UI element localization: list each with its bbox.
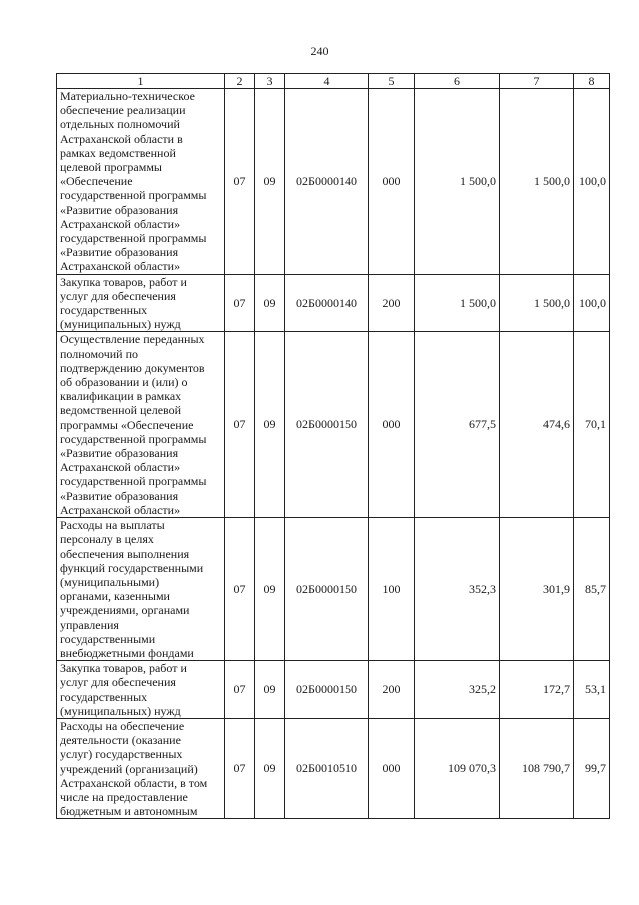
percent-cell: 99,7 [574, 718, 610, 818]
description-line: «Развитие образования [60, 488, 179, 503]
description-line: Закупка товаров, работ и [60, 661, 187, 676]
percent-cell: 85,7 [574, 518, 610, 661]
description-line: Астраханской области» [60, 216, 181, 231]
table-row [57, 89, 610, 275]
plan-amount-cell: 1 500,0 [415, 274, 500, 332]
expense-type-cell: 000 [369, 332, 415, 518]
description-line: государственной программы [60, 474, 207, 489]
description-cell [57, 518, 225, 661]
description-cell [57, 89, 225, 275]
section-code-cell: 07 [225, 518, 255, 661]
column-header: 6 [415, 74, 500, 89]
percent-cell: 100,0 [574, 274, 610, 332]
description-line: Расходы на выплаты [60, 518, 165, 533]
description-line: персоналу в целях [60, 532, 154, 547]
expense-type-cell: 200 [369, 274, 415, 332]
target-article-cell: 02Б0010510 [285, 718, 369, 818]
actual-amount-cell: 301,9 [500, 518, 574, 661]
description-line: обеспечения выполнения [60, 546, 190, 561]
subsection-code-cell: 09 [255, 89, 285, 275]
column-header: 1 [57, 74, 225, 89]
page-number: 240 [310, 44, 329, 58]
actual-amount-cell: 1 500,0 [500, 274, 574, 332]
description-line: Материально-техническое [60, 89, 195, 103]
description-line: Закупка товаров, работ и [60, 274, 187, 289]
description-line: государственными [60, 631, 156, 646]
plan-amount-cell: 109 070,3 [415, 718, 500, 818]
expense-type-cell: 200 [369, 661, 415, 719]
description-line: деятельности (оказание [60, 733, 181, 748]
description-line: «Обеспечение [60, 174, 133, 189]
section-code-cell: 07 [225, 332, 255, 518]
plan-amount-cell: 677,5 [415, 332, 500, 518]
description-cell [57, 332, 225, 518]
description-cell [57, 274, 225, 332]
budget-table [56, 73, 610, 819]
description-line: подтверждению документов [60, 360, 205, 375]
column-header: 4 [285, 74, 369, 89]
percent-cell: 70,1 [574, 332, 610, 518]
actual-amount-cell: 172,7 [500, 661, 574, 719]
description-line: Астраханской области, в том [60, 775, 208, 790]
column-header: 3 [255, 74, 285, 89]
description-line: ведомственной целевой [60, 403, 182, 418]
actual-amount-cell: 108 790,7 [500, 718, 574, 818]
description-line: Астраханской области» [60, 460, 181, 475]
description-line: квалификации в рамках [60, 389, 182, 404]
description-line: государственной программы [60, 431, 207, 446]
description-line: Астраханской области в [60, 131, 183, 146]
description-line: обеспечение реализации [60, 103, 186, 118]
description-line: функций государственными [60, 560, 204, 575]
percent-cell: 53,1 [574, 661, 610, 719]
description-line: государственной программы [60, 188, 207, 203]
actual-amount-cell: 1 500,0 [500, 89, 574, 275]
description-line: «Развитие образования [60, 245, 179, 260]
description-line: (муниципальных) нужд [60, 703, 181, 718]
header-row [57, 74, 610, 89]
description-line: целевой программы [60, 160, 162, 175]
description-line: Астраханской области» [60, 502, 181, 517]
description-line: государственной программы [60, 231, 207, 246]
column-header: 5 [369, 74, 415, 89]
description-line: (муниципальными) [60, 574, 160, 589]
table-row [57, 274, 610, 332]
description-line: управления [60, 617, 119, 632]
column-header: 2 [225, 74, 255, 89]
expense-type-cell: 000 [369, 89, 415, 275]
subsection-code-cell: 09 [255, 661, 285, 719]
description-line: государственных [60, 303, 148, 318]
subsection-code-cell: 09 [255, 274, 285, 332]
section-code-cell: 07 [225, 661, 255, 719]
column-header: 8 [574, 74, 610, 89]
description-line: полномочий по [60, 346, 139, 361]
plan-amount-cell: 1 500,0 [415, 89, 500, 275]
description-line: внебюджетными фондами [60, 645, 194, 660]
description-line: числе на предоставление [60, 789, 188, 804]
description-line: программы «Обеспечение [60, 417, 194, 432]
description-line: государственных [60, 689, 148, 704]
plan-amount-cell: 352,3 [415, 518, 500, 661]
target-article-cell: 02Б0000150 [285, 661, 369, 719]
expense-type-cell: 000 [369, 718, 415, 818]
description-line: об образовании и (или) о [60, 375, 188, 390]
percent-cell: 100,0 [574, 89, 610, 275]
description-line: учреждений (организаций) [60, 761, 198, 776]
plan-amount-cell: 325,2 [415, 661, 500, 719]
target-article-cell: 02Б0000150 [285, 518, 369, 661]
section-code-cell: 07 [225, 89, 255, 275]
table-row [57, 332, 610, 518]
actual-amount-cell: 474,6 [500, 332, 574, 518]
subsection-code-cell: 09 [255, 518, 285, 661]
description-line: «Развитие образования [60, 446, 179, 461]
description-line: рамках ведомственной [60, 145, 176, 160]
section-code-cell: 07 [225, 718, 255, 818]
section-code-cell: 07 [225, 274, 255, 332]
description-line: бюджетным и автономным [60, 804, 198, 819]
description-line: Осуществление переданных [60, 332, 205, 347]
description-line: учреждениями, органами [60, 603, 190, 618]
description-line: услуг для обеспечения [60, 675, 176, 690]
target-article-cell: 02Б0000150 [285, 332, 369, 518]
description-line: Астраханской области» [60, 259, 181, 274]
description-cell [57, 718, 225, 818]
target-article-cell: 02Б0000140 [285, 89, 369, 275]
description-line: отдельных полномочий [60, 117, 180, 132]
description-line: услуг) государственных [60, 747, 183, 762]
target-article-cell: 02Б0000140 [285, 274, 369, 332]
subsection-code-cell: 09 [255, 332, 285, 518]
column-header: 7 [500, 74, 574, 89]
table-row [57, 718, 610, 818]
description-line: органами, казенными [60, 589, 170, 604]
description-line: (муниципальных) нужд [60, 317, 181, 332]
description-cell [57, 661, 225, 719]
table-row [57, 661, 610, 719]
table-row [57, 518, 610, 661]
description-line: услуг для обеспечения [60, 288, 176, 303]
subsection-code-cell: 09 [255, 718, 285, 818]
expense-type-cell: 100 [369, 518, 415, 661]
description-line: Расходы на обеспечение [60, 718, 185, 733]
table-body [57, 89, 610, 819]
description-line: «Развитие образования [60, 202, 179, 217]
